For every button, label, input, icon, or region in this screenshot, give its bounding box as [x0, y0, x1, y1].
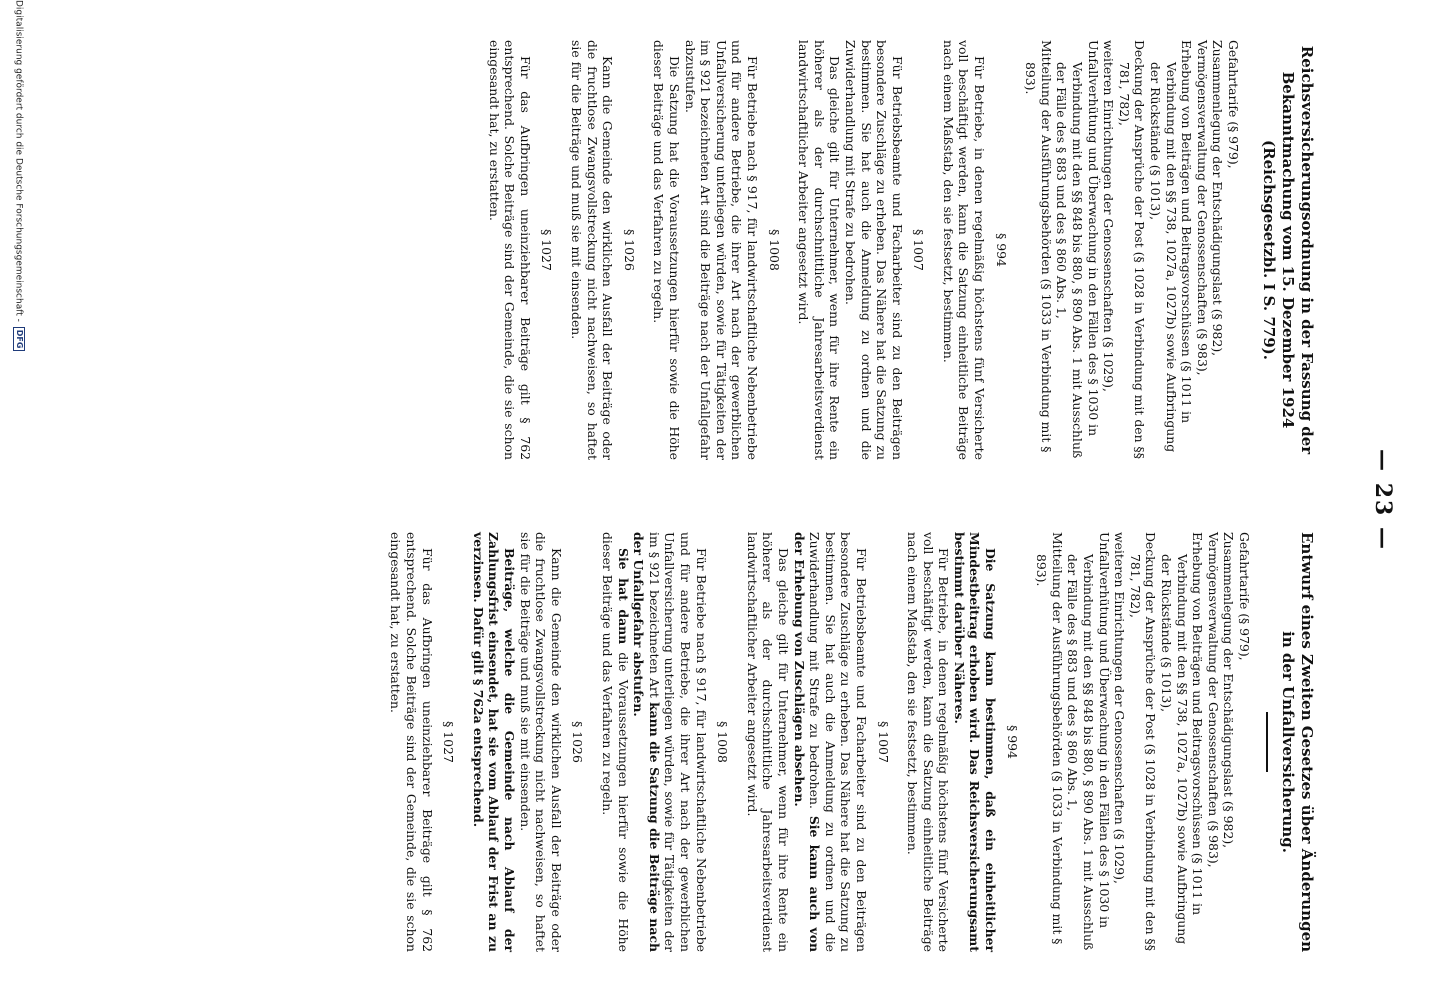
list-item: Unfallverhütung und Überwachung in den Fällen des § 1030 in Verbindung mit den §§ 848 bis 880, § 890 Abs. 1 mit Ausschluß der Fälle des § 883 und des § 860 Abs. 1,: [1054, 40, 1101, 459]
section-1026-bold-text: Beiträge, welche die Gemeinde nach Ablauf der Zahlungsfrist einsendet, hat sie vom Ablauf der Frist an zu verzinsen. Dafür gilt § 762a entsprechend.: [470, 532, 518, 952]
section-title-1027: § 1027: [441, 721, 457, 763]
section-1008-bold-text: kann die Satzung die Beiträge nach der Unfallgefahr abstufen.: [631, 532, 662, 952]
section-title-1007: § 1007: [875, 721, 891, 763]
section-1026-text: Kann die Gemeinde den wirklichen Ausfall der Beiträge oder die fruchtlose Zwangsvollstreckung nicht nachweisen, so haftet sie für die Beiträge und muß sie mit einsenden.: [517, 532, 564, 952]
left-column-heading: Reichsversicherungsordnung in der Fassung der Bekanntmachung vom 15. Dezember 1924 (Reichsgesetzbl. I S. 779).: [1260, 45, 1316, 455]
list-item: Deckung der Ansprüche der Post (§ 1028 in Verbindung mit den §§ 781, 782),: [1116, 40, 1148, 459]
page-number: — 23 —: [1370, 449, 1396, 551]
section-994-text: Für Betriebe, in denen regelmäßig höchstens fünf Versicherte voll beschäftigt werden, kann die Satzung einheitliche Beiträge nach einem Maßstab, den sie festsetzt, bestimmen.: [905, 532, 952, 952]
list-item: Zusammenlegung der Entschädigungslast (§ 982),: [1221, 532, 1237, 849]
section-title-994: § 994: [1004, 725, 1020, 759]
left-heading-spacer: [1241, 40, 1249, 460]
section-1007-text-part: Für Betriebsbeamte und Facharbeiter sind zu den Beiträgen besondere Zuschläge zu erheben. Das Nähere hat die Satzung zu bestimmen. Sie hat auch die Anmeldung zu ordnen und die Zuwiderhandlung mit Strafe zu bedrohen.: [807, 532, 869, 952]
section-1007-text: [791, 532, 869, 952]
list-item: weiteren Einrichtungen der Genossenschaften (§ 1029),: [1101, 40, 1117, 392]
section-1008-text-part: Für Betriebe nach § 917, für landwirtschaftliche Nebenbetriebe und für andere Betriebe, die ihrer Art nach der gewerblichen Unfallversicherung unterliegen würden, sowie für Tätigkeiten der im § 921 bezeichneten Art: [646, 532, 709, 952]
list-item: Mitteilung der Ausführungsbehörden (§ 1033 in Verbindung mit § 893).: [1034, 532, 1065, 945]
section-title-1026: § 1026: [621, 229, 637, 271]
section-1008-text: Für Betriebe nach § 917, für landwirtschaftliche Nebenbetriebe und für andere Betriebe, die ihrer Art nach der gewerblichen Unfallversicherung unterliegen würden, sowie für Tätigkeiten der im § 921 bezeichneten Art sind die Beiträge nach der Unfallgefahr abzustufen.: [682, 40, 760, 460]
section-994-text: Für Betriebe, in denen regelmäßig höchstens fünf Versicherte voll beschäftigt werden, kann die Satzung einheitliche Beiträge nach einem Maßstab, den sie festsetzt, bestimmen.: [940, 40, 988, 460]
dfg-logo: DFG: [13, 327, 25, 352]
list-item: Gefahrtarife (§ 979),: [1237, 532, 1252, 661]
section-title-1008: § 1008: [766, 229, 782, 271]
list-item: Erhebung von Beiträgen und Beitragsvorschüssen (§ 1011 in Verbindung mit den §§ 738, 1027a, 1027b) sowie Aufbringung der Rückstände (§ 1013),: [1159, 532, 1206, 945]
digitization-credit: [13, 0, 25, 1000]
heading-rule: [1266, 712, 1268, 772]
list-item: Unfallverhütung und Überwachung in den Fällen des § 1030 in Verbindung mit den §§ 848 bis 880, § 890 Abs. 1 mit Ausschluß der Fälle des § 883 und des § 860 Abs. 1,: [1065, 532, 1112, 951]
section-1007-text-2: Das gleiche gilt für Unternehmer, wenn für ihre Rente ein höherer als der durchschnittliche Jahresarbeitsverdienst landwirtschaftlicher Arbeiter angesetzt wird.: [796, 40, 843, 460]
section-1008-text-2: Die Satzung hat die Voraussetzungen hierfür sowie die Höhe dieser Beiträge und das Verfahren zu regeln.: [651, 40, 682, 460]
digitization-credit-text: Digitalisierung gefördert durch die Deutsche Forschungsgemeinschaft -: [13, 0, 24, 322]
section-1027-text: Für das Aufbringen uneinziehbarer Beiträge gilt § 762 entsprechend. Solche Beiträge sind der Gemeinde, die sie schon eingesandt hat, zu erstatten.: [486, 40, 533, 460]
left-column: [486, 40, 1316, 460]
list-item: Deckung der Ansprüche der Post (§ 1028 in Verbindung mit den §§ 781, 782),: [1127, 532, 1159, 951]
section-title-994: § 994: [993, 233, 1009, 267]
section-1007-text: Für Betriebsbeamte und Facharbeiter sind zu den Beiträgen besondere Zuschläge zu erheben. Das Nähere hat die Satzung zu bestimmen. Sie hat auch die Anmeldung zu ordnen und die Zuwiderhandlung mit Strafe zu bedrohen.: [842, 40, 905, 460]
section-title-1027: § 1027: [539, 229, 555, 271]
section-1008-text-2: [599, 532, 630, 952]
list-item: Vermögensverwaltung der Genossenschaften (§ 983),: [1205, 532, 1221, 868]
section-1027-text: Für das Aufbringen uneinziehbarer Beiträge gilt § 762 entsprechend. Solche Beiträge sind der Gemeinde, die sie schon eingesandt hat, zu erstatten.: [388, 532, 435, 952]
section-title-1026: § 1026: [570, 721, 586, 763]
list-item: Vermögensverwaltung der Genossenschaften (§ 983),: [1194, 40, 1210, 376]
section-1008-text: [631, 532, 709, 952]
section-1008-text-part-2: die Voraussetzungen hierfür sowie die Höhe dieser Beiträge und das Verfahren zu regeln.: [600, 532, 631, 952]
section-994-bold-text: Die Satzung kann bestimmen, daß ein einheitlicher Mindestbeitrag erhoben wird. Das Reichsversicherungsamt bestimmt darüber Näheres.: [951, 532, 999, 952]
list-item: Mitteilung der Ausführungsbehörden (§ 1033 in Verbindung mit § 893).: [1023, 40, 1054, 453]
list-item: Gefahrtarife (§ 979),: [1226, 40, 1241, 169]
section-title-1007: § 1007: [911, 229, 927, 271]
section-title-1008: § 1008: [715, 721, 731, 763]
list-item: Erhebung von Beiträgen und Beitragsvorschüssen (§ 1011 in Verbindung mit den §§ 738, 1027a, 1027b) sowie Aufbringung der Rückstände (§ 1013),: [1148, 40, 1195, 453]
section-1026-text: Kann die Gemeinde den wirklichen Ausfall der Beiträge oder die fruchtlose Zwangsvollstreckung nicht nachweisen, so haftet sie für die Beiträge und muß sie mit einsenden.: [569, 40, 616, 460]
section-1008-bold-text-2: Sie hat dann: [615, 548, 631, 645]
section-1007-bold-text: Sie kann auch von der Erhebung von Zuschlägen absehen.: [791, 532, 823, 952]
right-column-heading: Entwurf eines Zweiten Gesetzes über Änderungen in der Unfallversicherung.: [1279, 532, 1316, 953]
list-item: Zusammenlegung der Entschädigungslast (§ 982),: [1210, 40, 1226, 357]
right-column: [388, 532, 1316, 952]
list-item: weiteren Einrichtungen der Genossenschaften (§ 1029),: [1112, 532, 1128, 884]
section-1007-text-2: Das gleiche gilt für Unternehmer, wenn für ihre Rente ein höherer als der durchschnittliche Jahresarbeitsverdienst landwirtschaftlicher Arbeiter angesetzt wird.: [744, 532, 791, 952]
